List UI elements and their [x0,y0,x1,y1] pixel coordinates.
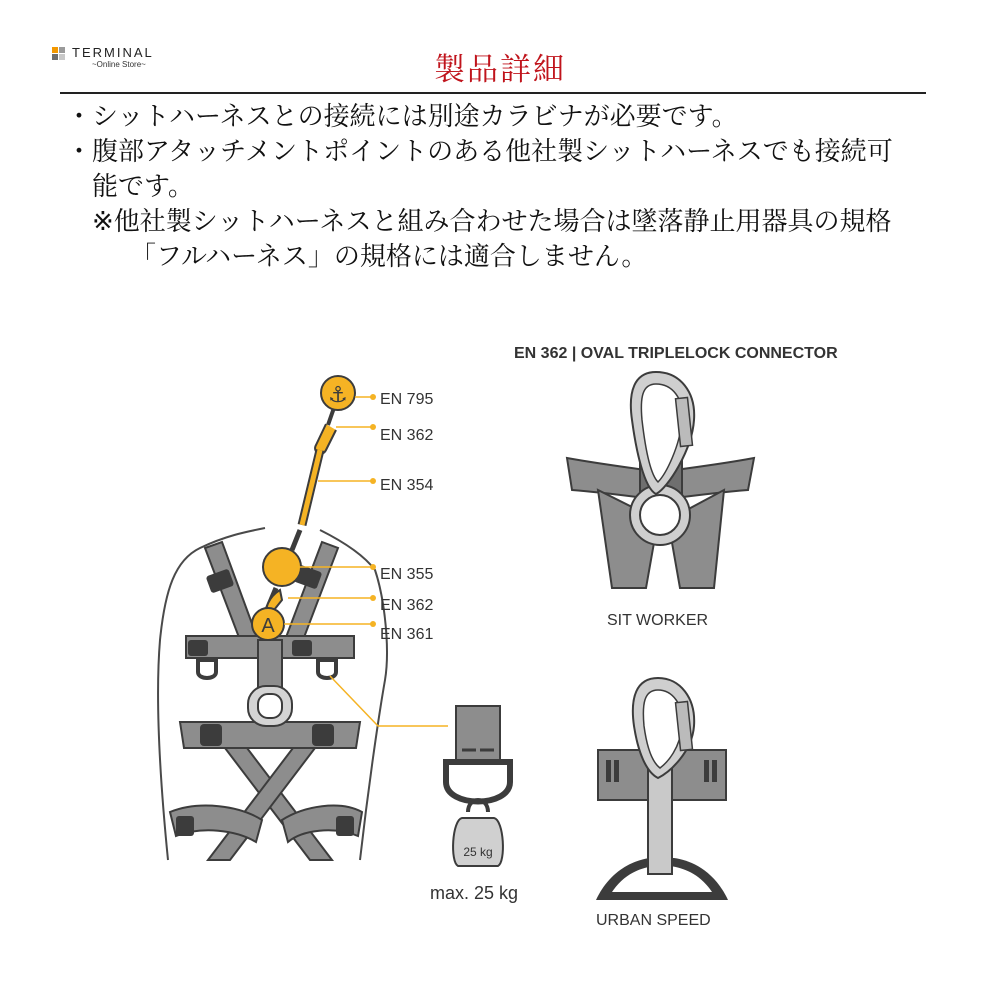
anchor-icon [321,376,355,410]
label-en795: EN 795 [380,391,434,408]
page-title: 製品詳細 [434,52,566,88]
urban-speed-label: URBAN SPEED [596,912,711,929]
side-ring-load-diagram [446,706,510,866]
label-en361: EN 361 [380,626,434,643]
weight-text: 25 kg [463,845,493,859]
max-load-label: max. 25 kg [430,883,519,903]
logo-name: TERMINAL [72,45,154,60]
label-en354: EN 354 [380,477,434,494]
attachment-letter: A [261,615,275,637]
ventral-d-ring [248,686,292,726]
label-en362-lower: EN 362 [380,597,434,614]
sit-worker-label: SIT WORKER [607,612,709,629]
standard-labels [380,391,433,643]
label-leaders [284,397,448,726]
note-line: 「フルハーネス」の規格には適合しません。 [130,242,648,272]
energy-absorber-icon [263,548,301,586]
label-en355: EN 355 [380,566,434,583]
note-line: 能です。 [92,172,194,202]
note-line: ・腹部アタッチメントポイントのある他社製シットハーネスでも接続可 [66,137,893,167]
connector-title: EN 362 | OVAL TRIPLELOCK CONNECTOR [514,345,838,362]
note-line: ※他社製シットハーネスと組み合わせた場合は墜落静止用器具の規格 [92,207,892,237]
logo-subtitle: ~Online Store~ [92,60,146,69]
sit-worker-diagram [567,372,754,588]
note-line: ・シットハーネスとの接続には別途カラビナが必要です。 [66,102,738,132]
attachment-a-icon [252,608,284,640]
label-dots [370,394,376,627]
label-en362-top: EN 362 [380,427,434,444]
anchor-symbol: ⚓ [328,383,348,408]
urban-speed-diagram [596,678,728,900]
